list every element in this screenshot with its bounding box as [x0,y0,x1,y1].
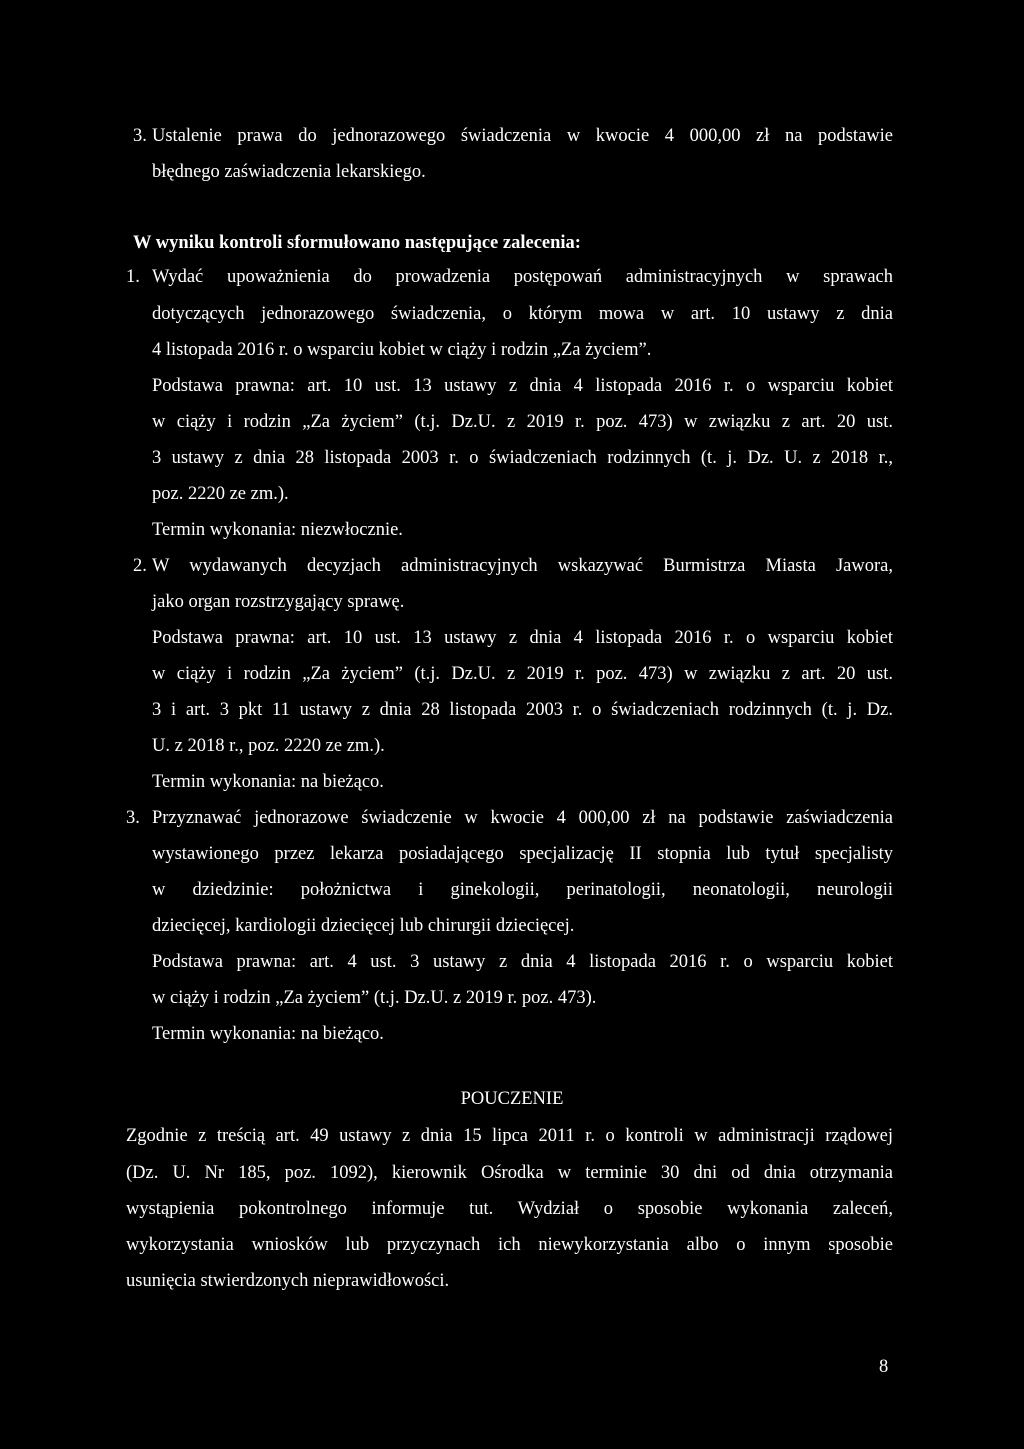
recommendation-line: jako organ rozstrzygający sprawę. [152,592,405,612]
legal-basis-line: 3 i art. 3 pkt 11 ustawy z dnia 28 listopada 2003 r. o świadczeniach rodzinnych (t. j. Dz. [152,700,893,720]
instruction-line: Zgodnie z treścią art. 49 ustawy z dnia 15 lipca 2011 r. o kontroli w administracji rządowej [126,1126,893,1146]
legal-basis-line: w ciąży i rodzin „Za życiem” (t.j. Dz.U. z 2019 r. poz. 473). [152,988,597,1008]
legal-basis-line: Podstawa prawna: art. 10 ust. 13 ustawy z dnia 4 listopada 2016 r. o wsparciu kobiet [152,376,893,396]
instruction-line: usunięcia stwierdzonych nieprawidłowości. [126,1271,450,1291]
recommendation-line: 4 listopada 2016 r. o wsparciu kobiet w ciąży i rodzin „Za życiem”. [152,340,652,360]
deadline: Termin wykonania: na bieżąco. [152,772,384,792]
instruction-line: (Dz. U. Nr 185, poz. 1092), kierownik Ośrodka w terminie 30 dni od dnia otrzymania [126,1163,893,1183]
deadline: Termin wykonania: na bieżąco. [152,1024,384,1044]
recommendation-line: wystawionego przez lekarza posiadającego specjalizację II stopnia lub tytuł specjalisty [152,844,893,864]
recommendation-line: dotyczących jednorazowego świadczenia, o którym mowa w art. 10 ustawy z dnia [152,304,893,324]
prev-item-line: błędnego zaświadczenia lekarskiego. [152,162,426,182]
legal-basis-line: poz. 2220 ze zm.). [152,484,289,504]
instruction-line: wykorzystania wniosków lub przyczynach ich niewykorzystania albo o innym sposobie [126,1235,893,1255]
instruction-line: wystąpienia pokontrolnego informuje tut. Wydział o sposobie wykonania zaleceń, [126,1199,893,1219]
legal-basis-line: U. z 2018 r., poz. 2220 ze zm.). [152,736,385,756]
recommendation-line: Przyznawać jednorazowe świadczenie w kwocie 4 000,00 zł na podstawie zaświadczenia [152,808,893,828]
deadline: Termin wykonania: niezwłocznie. [152,520,403,540]
instruction-title: POUCZENIE [460,1089,564,1109]
recommendation-line: dziecięcej, kardiologii dziecięcej lub chirurgii dziecięcej. [152,916,575,936]
legal-basis-line: w ciąży i rodzin „Za życiem” (t.j. Dz.U. z 2019 r. poz. 473) w związku z art. 20 ust. [152,664,893,684]
page-number: 8 [879,1357,889,1377]
recommendation-line: W wydawanych decyzjach administracyjnych wskazywać Burmistrza Miasta Jawora, [152,556,893,576]
legal-basis-line: Podstawa prawna: art. 4 ust. 3 ustawy z dnia 4 listopada 2016 r. o wsparciu kobiet [152,952,893,972]
prev-item-number: 3. [133,126,147,146]
legal-basis-line: w ciąży i rodzin „Za życiem” (t.j. Dz.U. z 2019 r. poz. 473) w związku z art. 20 ust. [152,412,893,432]
recommendation-number: 3. [126,808,140,828]
prev-item-line: Ustalenie prawa do jednorazowego świadczenia w kwocie 4 000,00 zł na podstawie [152,126,893,146]
recommendation-number: 1. [126,267,140,287]
recommendation-line: w dziedzinie: położnictwa i ginekologii, perinatologii, neonatologii, neurologii [152,880,893,900]
recommendations-heading: W wyniku kontroli sformułowano następujące zalecenia: [133,233,581,253]
recommendation-line: Wydać upoważnienia do prowadzenia postępowań administracyjnych w sprawach [152,267,893,287]
legal-basis-line: Podstawa prawna: art. 10 ust. 13 ustawy z dnia 4 listopada 2016 r. o wsparciu kobiet [152,628,893,648]
legal-basis-line: 3 ustawy z dnia 28 listopada 2003 r. o świadczeniach rodzinnych (t. j. Dz. U. z 2018 r., [152,448,893,468]
recommendation-number: 2. [133,556,147,576]
